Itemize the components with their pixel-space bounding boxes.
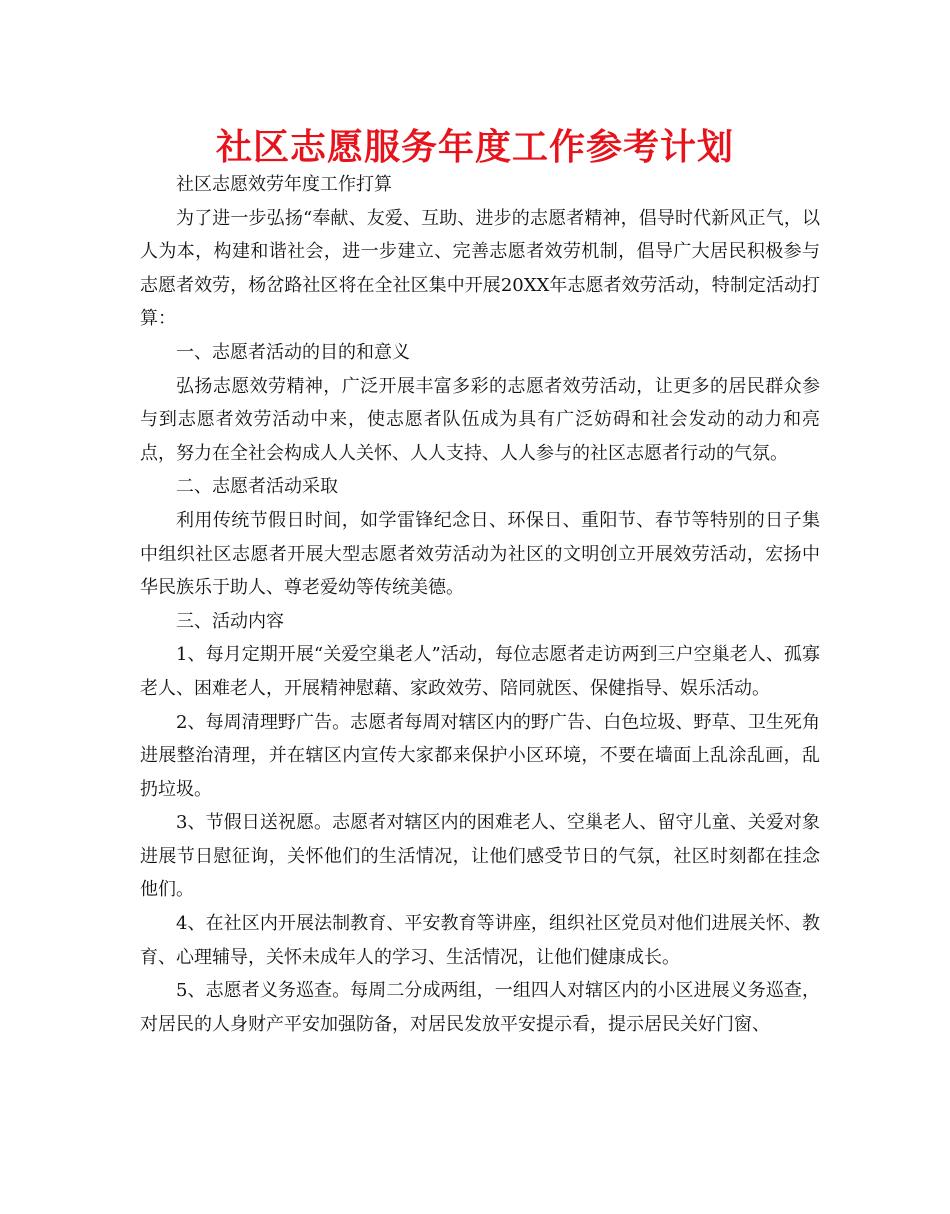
section-heading-method: 二、志愿者活动采取 — [176, 476, 338, 498]
list-item-4: 4、在社区内开展法制教育、平安教育等讲座，组织社区党员对他们进展关怀、教育、心理辅导，关怀未成年人的学习、生活情况，让他们健康成长。 — [140, 913, 820, 968]
paragraph-intro: 为了进一步弘扬“奉献、友爱、互助、进步的志愿者精神，倡导时代新风正气，以人为本，构建和谐社会，进一步建立、完善志愿者效劳机制，倡导广大居民积极参与志愿者效劳，杨岔路社区将在全社区集中开展20XX年志愿者效劳活动，特制定活动打算： — [140, 207, 820, 330]
list-item-1: 1、每月定期开展“关爱空巢老人”活动，每位志愿者走访两到三户空巢老人、孤寡老人、困难老人，开展精神慰藉、家政效劳、陪同就医、保健指导、娱乐活动。 — [140, 644, 820, 699]
list-item-5: 5、志愿者义务巡查。每周二分成两组，一组四人对辖区内的小区进展义务巡查，对居民的人身财产平安加强防备，对居民发放平安提示看，提示居民关好门窗、 — [140, 980, 820, 1035]
document-title: 社区志愿服务年度工作参考计划 — [215, 127, 734, 168]
list-item-3: 3、节假日送祝愿。志愿者对辖区内的困难老人、空巢老人、留守儿童、关爱对象进展节日慰征询，关怀他们的生活情况，让他们感受节日的气氛，社区时刻都在挂念他们。 — [140, 812, 820, 901]
paragraph-purpose: 弘扬志愿效劳精神，广泛开展丰富多彩的志愿者效劳活动，让更多的居民群众参与到志愿者效劳活动中来，使志愿者队伍成为具有广泛妨碍和社会发动的动力和亮点，努力在全社会构成人人关怀、人人支持、人人参与的社区志愿者行动的气氛。 — [140, 375, 820, 464]
paragraph-method: 利用传统节假日时间，如学雷锋纪念日、环保日、重阳节、春节等特别的日子集中组织社区志愿者开展大型志愿者效劳活动为社区的文明创立开展效劳活动，宏扬中华民族乐于助人、尊老爱幼等传统美德。 — [140, 509, 820, 599]
document-body — [140, 168, 820, 1041]
paragraph-subtitle: 社区志愿效劳年度工作打算 — [176, 174, 392, 195]
section-heading-purpose: 一、志愿者活动的目的和意义 — [176, 341, 410, 363]
section-heading-content: 三、活动内容 — [176, 610, 284, 632]
list-item-2: 2、每周清理野广告。志愿者每周对辖区内的野广告、白色垃圾、野草、卫生死角进展整治清理，并在辖区内宣传大家都来保护小区环境，不要在墙面上乱涂乱画，乱扔垃圾。 — [140, 711, 820, 800]
